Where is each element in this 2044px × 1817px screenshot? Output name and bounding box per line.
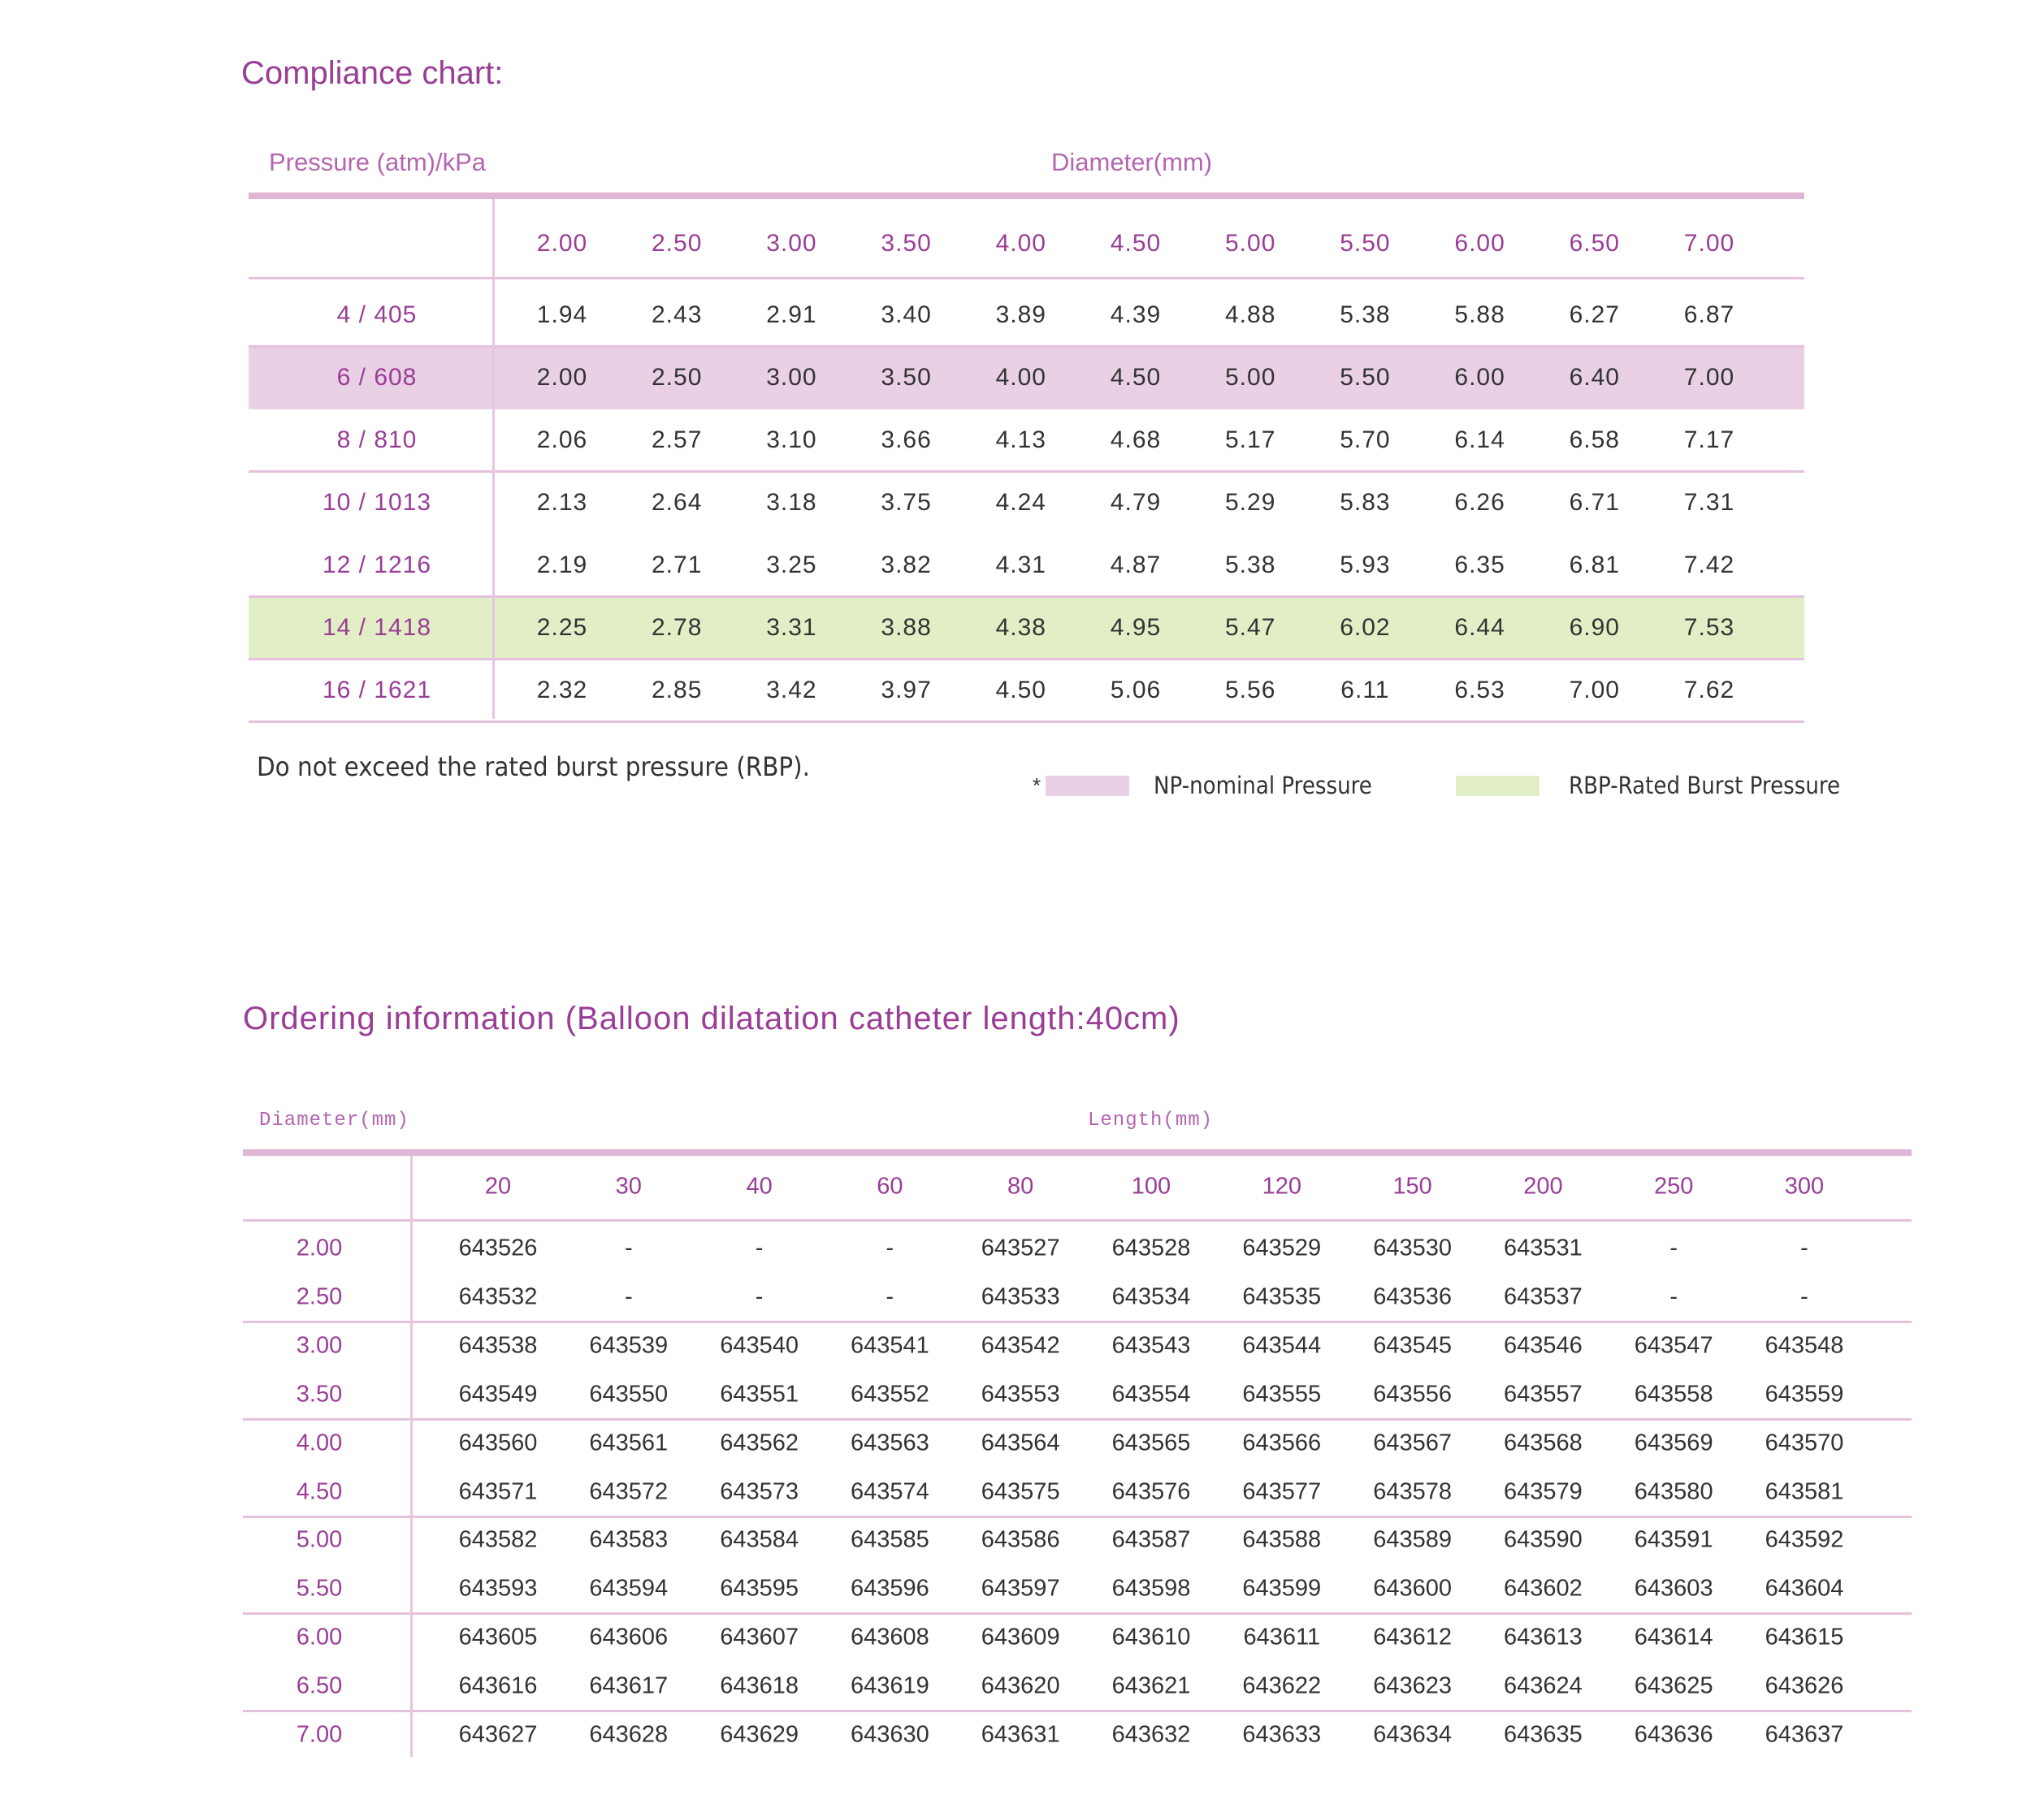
- diameter-column-header: 7.00: [1683, 230, 1735, 257]
- catalog-code-cell: 643616: [458, 1672, 538, 1699]
- pressure-row-header: 8 / 810: [336, 426, 418, 453]
- catalog-code-cell: 643571: [458, 1478, 538, 1505]
- compliance-value-cell: 4.50: [995, 677, 1046, 703]
- np-swatch: [1046, 776, 1129, 796]
- compliance-value-cell: 4.39: [1110, 301, 1162, 328]
- catalog-code-cell: 643526: [458, 1235, 538, 1261]
- catalog-code-cell: -: [624, 1235, 633, 1261]
- compliance-value-cell: 6.87: [1683, 301, 1735, 328]
- compliance-col-header-label: Diameter(mm): [1051, 148, 1213, 176]
- diameter-column-header: 4.50: [1110, 230, 1162, 257]
- compliance-value-cell: 3.00: [766, 364, 817, 391]
- compliance-value-cell: 5.83: [1340, 489, 1391, 516]
- pressure-row-header: 10 / 1013: [322, 489, 432, 516]
- catalog-code-cell: 643573: [720, 1478, 799, 1505]
- catalog-code-cell: 643544: [1242, 1332, 1322, 1359]
- catalog-code-cell: 643622: [1242, 1672, 1322, 1699]
- compliance-value-cell: 6.26: [1454, 489, 1505, 516]
- length-column-header: 60: [877, 1173, 903, 1200]
- catalog-code-cell: 643549: [458, 1381, 538, 1408]
- ordering-row-group-divider: [243, 1418, 1912, 1421]
- catalog-code-cell: 643588: [1242, 1526, 1322, 1553]
- diameter-column-header: 6.00: [1454, 230, 1505, 257]
- row-group-divider: [249, 720, 1804, 723]
- catalog-code-cell: 643597: [981, 1575, 1060, 1602]
- ordering-column-header-divider: [243, 1219, 1912, 1222]
- catalog-code-cell: 643529: [1242, 1235, 1322, 1261]
- compliance-value-cell: 2.57: [651, 426, 703, 453]
- catalog-code-cell: 643621: [1111, 1672, 1191, 1699]
- catalog-code-cell: 643635: [1504, 1721, 1583, 1748]
- catalog-code-cell: 643604: [1765, 1575, 1844, 1602]
- compliance-value-cell: 3.97: [881, 677, 932, 703]
- diameter-row-header: 2.50: [296, 1283, 343, 1310]
- length-column-header: 40: [746, 1173, 773, 1200]
- catalog-code-cell: 643632: [1111, 1721, 1191, 1748]
- catalog-code-cell: 643550: [589, 1381, 669, 1408]
- catalog-code-cell: 643537: [1504, 1283, 1583, 1310]
- catalog-code-cell: 643578: [1373, 1478, 1452, 1505]
- np-legend-label: NP-nominal Pressure: [1154, 772, 1372, 799]
- catalog-code-cell: 643590: [1504, 1526, 1583, 1553]
- catalog-code-cell: 643634: [1373, 1721, 1452, 1748]
- catalog-code-cell: 643574: [851, 1478, 929, 1505]
- compliance-value-cell: 3.42: [766, 677, 817, 703]
- catalog-code-cell: 643592: [1765, 1526, 1844, 1553]
- catalog-code-cell: 643594: [589, 1575, 669, 1602]
- catalog-code-cell: -: [1669, 1283, 1678, 1310]
- compliance-value-cell: 2.32: [536, 677, 588, 703]
- compliance-value-cell: 7.00: [1569, 677, 1620, 703]
- compliance-value-cell: 2.00: [536, 364, 588, 391]
- compliance-value-cell: 2.64: [651, 489, 703, 516]
- catalog-code-cell: 643584: [720, 1526, 799, 1553]
- diameter-column-header: 2.00: [536, 230, 588, 257]
- diameter-row-header: 5.50: [296, 1575, 343, 1602]
- compliance-value-cell: 6.90: [1569, 614, 1620, 641]
- catalog-code-cell: 643560: [458, 1430, 538, 1456]
- ordering-col-header-label: Length(mm): [1088, 1110, 1214, 1131]
- catalog-code-cell: -: [1800, 1235, 1808, 1261]
- catalog-code-cell: 643595: [720, 1575, 799, 1602]
- compliance-value-cell: 7.31: [1683, 489, 1735, 516]
- compliance-value-cell: 7.00: [1683, 364, 1735, 391]
- compliance-title: Compliance chart:: [241, 55, 504, 91]
- catalog-code-cell: 643619: [851, 1672, 929, 1699]
- compliance-value-cell: 6.14: [1454, 426, 1505, 453]
- compliance-value-cell: 2.91: [766, 301, 817, 328]
- catalog-code-cell: -: [886, 1235, 894, 1261]
- compliance-value-cell: 4.79: [1110, 489, 1162, 516]
- catalog-code-cell: 643545: [1373, 1332, 1452, 1359]
- compliance-value-cell: 3.10: [766, 426, 817, 453]
- catalog-code-cell: 643572: [589, 1478, 669, 1505]
- compliance-value-cell: 4.95: [1110, 614, 1162, 641]
- catalog-code-cell: 643612: [1373, 1624, 1452, 1650]
- catalog-code-cell: 643543: [1111, 1332, 1191, 1359]
- compliance-value-cell: 6.35: [1454, 552, 1505, 578]
- length-column-header: 100: [1131, 1173, 1171, 1200]
- catalog-code-cell: 643576: [1111, 1478, 1191, 1505]
- compliance-value-cell: 4.50: [1110, 364, 1162, 391]
- compliance-value-cell: 3.40: [881, 301, 932, 328]
- catalog-code-cell: 643602: [1504, 1575, 1583, 1602]
- catalog-code-cell: 643620: [981, 1672, 1060, 1699]
- catalog-code-cell: 643547: [1634, 1332, 1713, 1359]
- compliance-value-cell: 5.29: [1224, 489, 1276, 516]
- catalog-code-cell: 643570: [1765, 1430, 1844, 1456]
- compliance-value-cell: 6.27: [1569, 301, 1620, 328]
- catalog-code-cell: 643567: [1373, 1430, 1452, 1456]
- compliance-value-cell: 6.00: [1454, 364, 1505, 391]
- ordering-row-group-divider: [243, 1516, 1912, 1518]
- compliance-value-cell: 3.82: [881, 552, 932, 578]
- compliance-value-cell: 5.38: [1340, 301, 1391, 328]
- catalog-code-cell: 643582: [458, 1526, 538, 1553]
- length-column-header: 20: [484, 1173, 512, 1200]
- catalog-code-cell: 643605: [458, 1624, 538, 1650]
- catalog-code-cell: 643614: [1634, 1624, 1713, 1650]
- catalog-code-cell: 643581: [1765, 1478, 1844, 1505]
- catalog-code-cell: 643606: [589, 1624, 669, 1650]
- compliance-value-cell: 2.06: [536, 426, 588, 453]
- row-group-divider: [249, 345, 1804, 348]
- compliance-value-cell: 6.81: [1569, 552, 1620, 578]
- catalog-code-cell: 643540: [720, 1332, 799, 1359]
- diameter-row-header: 6.50: [296, 1672, 343, 1699]
- catalog-code-cell: 643591: [1634, 1526, 1713, 1553]
- catalog-code-cell: 643548: [1765, 1332, 1844, 1359]
- catalog-code-cell: 643637: [1765, 1721, 1844, 1748]
- diameter-row-header: 3.50: [296, 1381, 343, 1408]
- catalog-code-cell: 643569: [1634, 1430, 1713, 1456]
- row-group-divider: [249, 595, 1804, 598]
- diameter-row-header: 6.00: [296, 1624, 343, 1650]
- diameter-column-header: 2.50: [651, 230, 703, 257]
- compliance-value-cell: 2.25: [536, 614, 588, 641]
- catalog-code-cell: -: [755, 1235, 764, 1261]
- catalog-code-cell: 643624: [1504, 1672, 1583, 1699]
- catalog-code-cell: 643558: [1634, 1381, 1713, 1408]
- catalog-code-cell: 643536: [1373, 1283, 1452, 1310]
- compliance-value-cell: 3.25: [766, 552, 817, 578]
- length-column-header: 120: [1262, 1173, 1301, 1200]
- catalog-code-cell: -: [1800, 1283, 1808, 1310]
- catalog-code-cell: -: [624, 1283, 633, 1310]
- compliance-value-cell: 5.06: [1110, 677, 1162, 703]
- rbp-warning-note: Do not exceed the rated burst pressure (RBP).: [257, 751, 811, 782]
- ordering-row-header-divider: [410, 1156, 413, 1757]
- compliance-value-cell: 6.71: [1569, 489, 1620, 516]
- pressure-row-header: 4 / 405: [336, 301, 418, 328]
- compliance-value-cell: 3.31: [766, 614, 817, 641]
- compliance-value-cell: 3.89: [995, 301, 1046, 328]
- catalog-code-cell: 643589: [1373, 1526, 1452, 1553]
- catalog-code-cell: 643623: [1373, 1672, 1452, 1699]
- catalog-code-cell: 643629: [720, 1721, 799, 1748]
- length-column-header: 150: [1392, 1173, 1432, 1200]
- catalog-code-cell: 643628: [589, 1721, 669, 1748]
- diameter-row-header: 4.00: [296, 1430, 343, 1456]
- row-header-divider: [492, 199, 495, 719]
- catalog-code-cell: 643527: [981, 1235, 1060, 1261]
- compliance-value-cell: 7.53: [1683, 614, 1735, 641]
- length-column-header: 200: [1523, 1173, 1563, 1200]
- compliance-value-cell: 5.56: [1224, 677, 1276, 703]
- compliance-value-cell: 3.75: [881, 489, 932, 516]
- catalog-code-cell: 643538: [458, 1332, 538, 1359]
- compliance-value-cell: 4.31: [995, 552, 1046, 578]
- catalog-code-cell: 643586: [981, 1526, 1060, 1553]
- catalog-code-cell: 643598: [1111, 1575, 1191, 1602]
- compliance-value-cell: 5.00: [1224, 364, 1276, 391]
- catalog-code-cell: 643580: [1634, 1478, 1713, 1505]
- ordering-row-header-label: Diameter(mm): [259, 1110, 409, 1131]
- compliance-row-header-label: Pressure (atm)/kPa: [269, 148, 487, 176]
- catalog-code-cell: 643596: [851, 1575, 929, 1602]
- compliance-value-cell: 2.85: [651, 677, 703, 703]
- compliance-value-cell: 5.47: [1224, 614, 1276, 641]
- catalog-code-cell: 643633: [1242, 1721, 1322, 1748]
- ordering-row-group-divider: [243, 1710, 1912, 1712]
- compliance-value-cell: 5.38: [1224, 552, 1276, 578]
- catalog-code-cell: 643615: [1765, 1624, 1844, 1650]
- header-rule: [249, 193, 1804, 199]
- catalog-code-cell: 643607: [720, 1624, 799, 1650]
- length-column-header: 30: [615, 1173, 642, 1200]
- compliance-value-cell: 4.87: [1110, 552, 1162, 578]
- diameter-row-header: 3.00: [296, 1332, 343, 1359]
- catalog-code-cell: 643554: [1111, 1381, 1191, 1408]
- diameter-column-header: 6.50: [1569, 230, 1620, 257]
- catalog-code-cell: 643559: [1765, 1381, 1844, 1408]
- compliance-value-cell: 4.88: [1224, 301, 1276, 328]
- pressure-row-header: 12 / 1216: [322, 552, 432, 578]
- compliance-value-cell: 7.62: [1683, 677, 1735, 703]
- catalog-code-cell: 643557: [1504, 1381, 1583, 1408]
- compliance-value-cell: 3.88: [881, 614, 932, 641]
- catalog-code-cell: 643542: [981, 1332, 1060, 1359]
- catalog-code-cell: 643530: [1373, 1235, 1452, 1261]
- catalog-code-cell: 643565: [1111, 1430, 1191, 1456]
- catalog-code-cell: 643553: [981, 1381, 1060, 1408]
- legend-asterisk: *: [1033, 773, 1041, 798]
- catalog-code-cell: 643610: [1111, 1624, 1191, 1650]
- catalog-code-cell: 643636: [1634, 1721, 1713, 1748]
- catalog-code-cell: 643603: [1634, 1575, 1713, 1602]
- catalog-code-cell: 643625: [1634, 1672, 1713, 1699]
- compliance-value-cell: 2.71: [651, 552, 703, 578]
- compliance-value-cell: 5.17: [1224, 426, 1276, 453]
- diameter-row-header: 7.00: [296, 1721, 343, 1748]
- pressure-row-header: 14 / 1418: [322, 614, 432, 641]
- catalog-code-cell: 643539: [589, 1332, 669, 1359]
- catalog-code-cell: 643627: [458, 1721, 538, 1748]
- catalog-code-cell: 643568: [1504, 1430, 1583, 1456]
- catalog-code-cell: 643609: [981, 1624, 1060, 1650]
- catalog-code-cell: 643608: [851, 1624, 929, 1650]
- compliance-value-cell: 2.13: [536, 489, 588, 516]
- catalog-code-cell: 643551: [720, 1381, 799, 1408]
- diameter-row-header: 5.00: [296, 1526, 343, 1553]
- catalog-code-cell: 643561: [589, 1430, 669, 1456]
- catalog-code-cell: 643583: [589, 1526, 669, 1553]
- catalog-code-cell: 643599: [1242, 1575, 1322, 1602]
- catalog-code-cell: 643575: [981, 1478, 1060, 1505]
- compliance-value-cell: 4.38: [995, 614, 1046, 641]
- catalog-code-cell: 643613: [1504, 1624, 1583, 1650]
- compliance-value-cell: 2.50: [651, 364, 703, 391]
- compliance-value-cell: 7.42: [1683, 552, 1735, 578]
- catalog-code-cell: 643528: [1111, 1235, 1191, 1261]
- catalog-code-cell: 643566: [1242, 1430, 1322, 1456]
- catalog-code-cell: 643587: [1111, 1526, 1191, 1553]
- catalog-code-cell: -: [1669, 1235, 1678, 1261]
- compliance-value-cell: 2.43: [651, 301, 703, 328]
- compliance-value-cell: 7.17: [1683, 426, 1735, 453]
- catalog-code-cell: 643562: [720, 1430, 799, 1456]
- catalog-code-cell: 643541: [851, 1332, 929, 1359]
- compliance-value-cell: 4.68: [1110, 426, 1162, 453]
- row-group-divider: [249, 658, 1804, 660]
- compliance-value-cell: 6.40: [1569, 364, 1620, 391]
- catalog-code-cell: 643564: [981, 1430, 1060, 1456]
- ordering-row-group-divider: [243, 1321, 1912, 1323]
- ordering-title: Ordering information (Balloon dilatation catheter length:40cm): [243, 1001, 1180, 1036]
- compliance-value-cell: 6.53: [1454, 677, 1505, 703]
- compliance-value-cell: 3.66: [881, 426, 932, 453]
- catalog-code-cell: 643555: [1242, 1381, 1322, 1408]
- diameter-column-header: 4.00: [995, 230, 1046, 257]
- length-column-header: 250: [1653, 1173, 1694, 1200]
- compliance-value-cell: 5.70: [1340, 426, 1391, 453]
- compliance-value-cell: 2.19: [536, 552, 588, 578]
- ordering-header-rule: [243, 1149, 1912, 1156]
- catalog-code-cell: 643585: [851, 1526, 929, 1553]
- catalog-code-cell: 643535: [1242, 1283, 1322, 1310]
- diameter-column-header: 5.50: [1340, 230, 1391, 257]
- diameter-row-header: 2.00: [296, 1235, 343, 1261]
- compliance-value-cell: 5.93: [1340, 552, 1391, 578]
- pressure-row-header: 16 / 1621: [322, 677, 432, 703]
- catalog-code-cell: 643631: [981, 1721, 1060, 1748]
- row-group-divider: [249, 470, 1804, 473]
- compliance-value-cell: 6.11: [1340, 677, 1390, 703]
- catalog-code-cell: 643626: [1765, 1672, 1844, 1699]
- pressure-row-header: 6 / 608: [336, 364, 418, 391]
- rbp-legend-label: RBP-Rated Burst Pressure: [1569, 772, 1841, 799]
- catalog-code-cell: 643579: [1504, 1478, 1583, 1505]
- catalog-code-cell: 643618: [720, 1672, 799, 1699]
- catalog-code-cell: 643532: [458, 1283, 538, 1310]
- diameter-column-header: 5.00: [1224, 230, 1276, 257]
- catalog-code-cell: 643546: [1504, 1332, 1583, 1359]
- compliance-value-cell: 4.13: [995, 426, 1046, 453]
- compliance-value-cell: 4.24: [995, 489, 1046, 516]
- catalog-code-cell: 643533: [981, 1283, 1060, 1310]
- catalog-code-cell: -: [755, 1283, 764, 1310]
- length-column-header: 300: [1784, 1173, 1825, 1200]
- diameter-row-header: 4.50: [296, 1478, 343, 1505]
- catalog-code-cell: 643630: [851, 1721, 929, 1748]
- compliance-value-cell: 2.78: [651, 614, 703, 641]
- catalog-code-cell: 643577: [1242, 1478, 1322, 1505]
- compliance-value-cell: 5.50: [1340, 364, 1391, 391]
- compliance-value-cell: 6.58: [1569, 426, 1620, 453]
- catalog-code-cell: 643600: [1373, 1575, 1452, 1602]
- ordering-row-group-divider: [243, 1612, 1912, 1615]
- compliance-value-cell: 4.00: [995, 364, 1046, 391]
- compliance-value-cell: 5.88: [1454, 301, 1505, 328]
- compliance-value-cell: 6.02: [1340, 614, 1391, 641]
- compliance-value-cell: 1.94: [536, 301, 588, 328]
- catalog-code-cell: -: [886, 1283, 894, 1310]
- catalog-code-cell: 643563: [851, 1430, 929, 1456]
- catalog-code-cell: 643534: [1111, 1283, 1191, 1310]
- diameter-column-header: 3.00: [766, 230, 817, 257]
- column-header-divider: [249, 277, 1804, 279]
- catalog-code-cell: 643611: [1243, 1624, 1321, 1650]
- compliance-value-cell: 6.44: [1454, 614, 1505, 641]
- catalog-code-cell: 643552: [851, 1381, 929, 1408]
- length-column-header: 80: [1007, 1173, 1034, 1200]
- compliance-value-cell: 3.50: [881, 364, 932, 391]
- catalog-code-cell: 643556: [1373, 1381, 1452, 1408]
- catalog-code-cell: 643593: [458, 1575, 538, 1602]
- diameter-column-header: 3.50: [881, 230, 932, 257]
- catalog-code-cell: 643531: [1504, 1235, 1583, 1261]
- catalog-code-cell: 643617: [589, 1672, 669, 1699]
- compliance-value-cell: 3.18: [766, 489, 817, 516]
- rbp-swatch: [1456, 776, 1539, 796]
